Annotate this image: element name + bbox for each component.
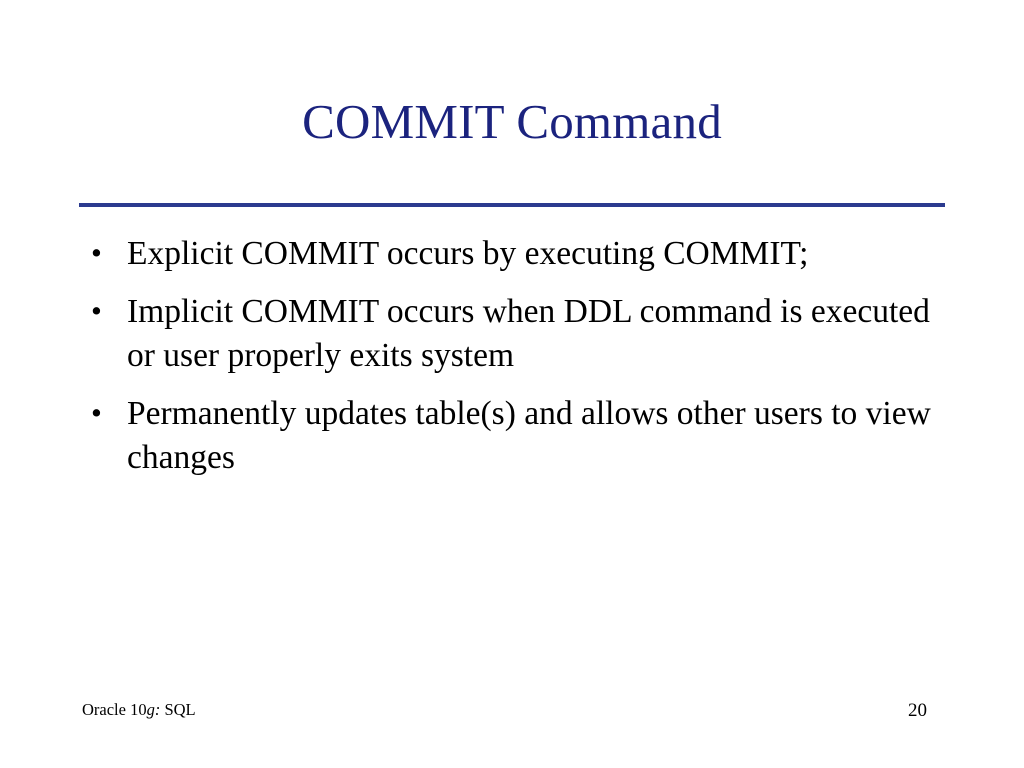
bullet-icon: •: [91, 235, 102, 270]
page-number: 20: [908, 700, 927, 721]
bullet-icon: •: [91, 394, 102, 430]
footer-text-italic: g:: [146, 700, 161, 719]
footer-text-before: Oracle 10: [82, 700, 147, 719]
bullet-list: [82, 232, 962, 493]
list-item-text: Permanently updates table(s) and allows other users to view changes: [127, 394, 931, 476]
list-item-text: Implicit COMMIT occurs when DDL command is executed or user properly exits system: [127, 292, 930, 374]
footer-text-after: SQL: [160, 700, 196, 719]
list-item: [82, 290, 962, 378]
footer-source-label: [82, 700, 196, 720]
list-item: [82, 392, 962, 480]
list-item-text: Explicit COMMIT occurs by executing COMMIT;: [127, 235, 809, 272]
bullet-icon: •: [91, 292, 102, 328]
page-title: COMMIT Command: [302, 94, 722, 149]
title-divider: [79, 203, 945, 207]
list-item: [82, 232, 962, 276]
